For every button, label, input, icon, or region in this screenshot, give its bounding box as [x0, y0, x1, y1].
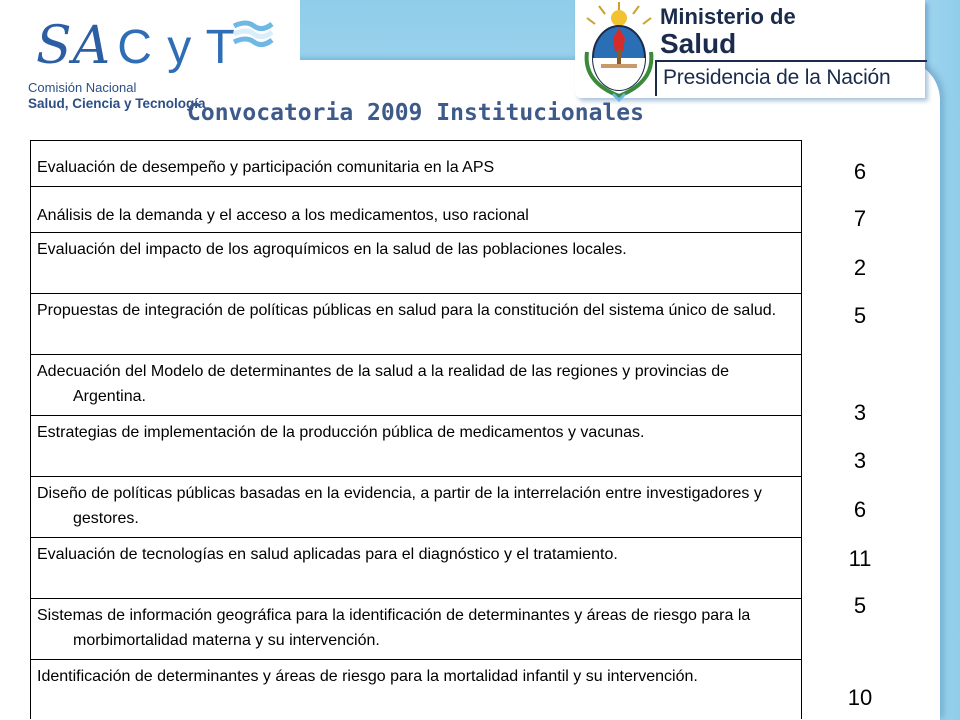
count-value: 5	[853, 593, 867, 618]
row-text: Evaluación del impacto de los agroquímicos en la salud de las poblaciones locales.	[37, 241, 627, 258]
table-row	[31, 598, 801, 659]
table-row	[31, 659, 801, 719]
table-row	[31, 293, 801, 354]
count-value: 2	[853, 255, 867, 280]
count-value: 5	[853, 303, 867, 328]
row-text: Sistemas de información geográfica para la identificación de determinantes y áreas de riesgo para la morbimortalidad materna y su intervención.	[37, 607, 751, 649]
ministerio-line3: Presidencia de la Nación	[663, 66, 891, 89]
row-text: Análisis de la demanda y el acceso a los medicamentos, uso racional	[37, 207, 529, 224]
argentina-flag-icon	[232, 18, 274, 52]
count-value: 3	[853, 448, 867, 473]
table-row	[31, 140, 801, 186]
count-value: 11	[848, 546, 872, 571]
table-row	[31, 186, 801, 232]
logo-subtitle	[28, 80, 206, 112]
table-row	[31, 476, 801, 537]
row-text: Adecuación del Modelo de determinantes de la salud a la realidad de las regiones y provincias de Argentina.	[37, 363, 729, 405]
logo-letters: SA	[36, 16, 112, 76]
row-text: Estrategias de implementación de la producción pública de medicamentos y vacunas.	[37, 424, 645, 441]
count-value: 6	[853, 159, 867, 184]
row-text: Propuestas de integración de políticas públicas en salud para la constitución del sistema único de salud.	[37, 302, 777, 319]
row-text: Diseño de políticas públicas basadas en la evidencia, a partir de la interrelación entre investigadores y gestores.	[37, 485, 762, 527]
topics-table	[30, 140, 802, 719]
count-value: 10	[847, 685, 873, 710]
logo-cyt: C y T	[117, 21, 236, 74]
table-row	[31, 354, 801, 415]
logo-sub-line1: Comisión Nacional	[28, 80, 137, 95]
logo-sub-line2: Salud, Ciencia y Tecnología	[28, 96, 206, 111]
table-row	[31, 537, 801, 598]
ministerio-line2: Salud	[660, 28, 737, 59]
count-value: 3	[853, 400, 867, 425]
row-text: Evaluación de desempeño y participación comunitaria en la APS	[37, 159, 495, 176]
national-shield-icon	[583, 2, 655, 102]
count-value: 6	[853, 497, 867, 522]
table-row	[31, 232, 801, 293]
count-value: 7	[853, 206, 867, 231]
page-title: Convocatoria 2009 Institucionales	[187, 100, 644, 126]
row-text: Evaluación de tecnologías en salud aplicadas para el diagnóstico y el tratamiento.	[37, 546, 618, 563]
table-row	[31, 415, 801, 476]
ministerio-line1: Ministerio de	[660, 4, 796, 29]
row-text: Identificación de determinantes y áreas de riesgo para la mortalidad infantil y su intervención.	[37, 668, 698, 685]
